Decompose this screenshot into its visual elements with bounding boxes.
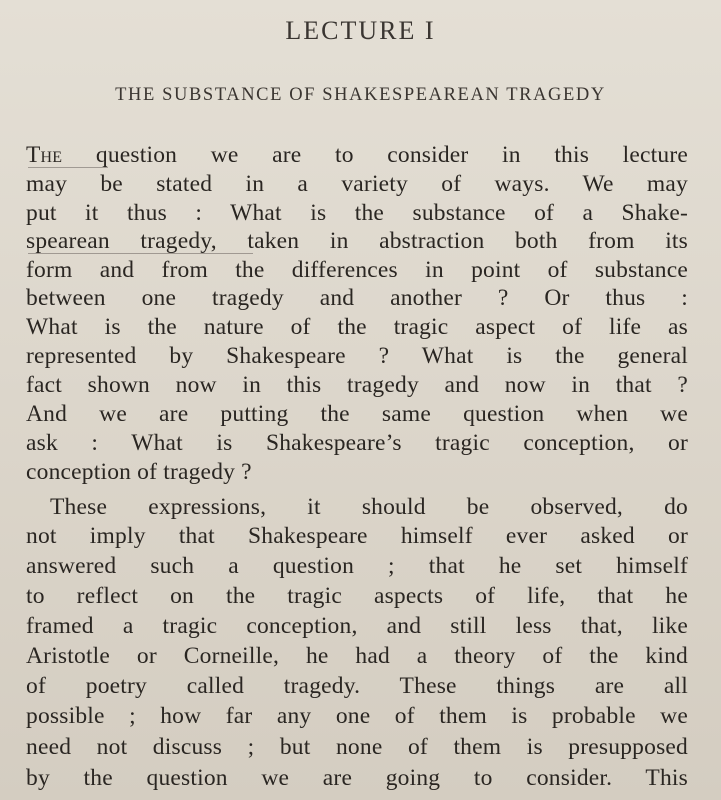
pencil-underline [28, 253, 253, 254]
text-line: possible ; how far any one of them is probable we [26, 703, 688, 729]
drop-word: The [26, 142, 63, 168]
text-line: form and from the differences in point of substance [26, 257, 688, 283]
text-line: ask : What is Shakespeare’s tragic conception, or [26, 430, 688, 456]
pencil-underline [28, 167, 108, 168]
text-line: of poetry called tragedy. These things are all [26, 673, 688, 699]
text-line: fact shown now in this tragedy and now in that ? [26, 372, 688, 398]
lecture-heading: LECTURE I [285, 16, 436, 45]
text-line: framed a tragic conception, and still less that, like [26, 613, 688, 639]
text-line: by the question we are going to consider. This [26, 765, 688, 791]
text-line: between one tragedy and another ? Or thus : [26, 285, 688, 311]
text-line: These expressions, it should be observed, do [50, 494, 688, 520]
text-line: need not discuss ; but none of them is presupposed [26, 734, 688, 760]
text-line: Aristotle or Corneille, he had a theory of the kind [26, 643, 688, 669]
text-line: And we are putting the same question when we [26, 401, 688, 427]
text-line: not imply that Shakespeare himself ever asked or [26, 523, 688, 549]
text-line: spearean tragedy, taken in abstraction both from its [26, 228, 688, 254]
text-line: The question we are to consider in this lecture [26, 142, 688, 168]
text-line: conception of tragedy ? [26, 459, 252, 485]
text-line: answered such a question ; that he set himself [26, 553, 688, 579]
text-line: What is the nature of the tragic aspect of life as [26, 314, 688, 340]
text-line: put it thus : What is the substance of a Shake- [26, 200, 688, 226]
text-line: may be stated in a variety of ways. We may [26, 171, 688, 197]
chapter-title: THE SUBSTANCE OF SHAKESPEAREAN TRAGEDY [115, 85, 606, 105]
text-line: to reflect on the tragic aspects of life, that he [26, 583, 688, 609]
text-line: represented by Shakespeare ? What is the general [26, 343, 688, 369]
